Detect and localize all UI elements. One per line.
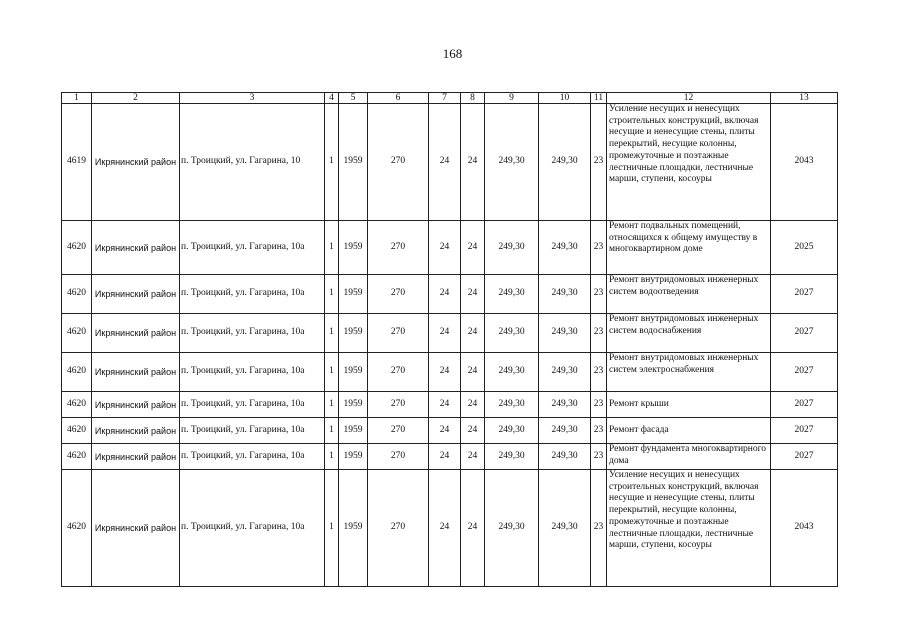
apartments: 24 <box>461 444 485 470</box>
district: Икрянинский район <box>92 353 180 392</box>
cost-a: 249,30 <box>485 470 539 587</box>
work-type <box>607 221 771 275</box>
apartments: 24 <box>461 221 485 275</box>
apartments: 24 <box>461 418 485 444</box>
column-header: 7 <box>429 93 461 104</box>
column-header: 9 <box>485 93 539 104</box>
year-built: 1959 <box>339 353 368 392</box>
address: п. Троицкий, ул. Гагарина, 10а <box>180 470 325 587</box>
work-type-text: Ремонт внутридомовых инженерных систем электроснабжения <box>609 353 759 375</box>
address: п. Троицкий, ул. Гагарина, 10а <box>180 275 325 314</box>
column-header: 13 <box>771 93 838 104</box>
apartments: 24 <box>461 470 485 587</box>
year-built: 1959 <box>339 418 368 444</box>
table-row <box>62 392 838 418</box>
residents: 24 <box>429 392 461 418</box>
cost-a: 249,30 <box>485 221 539 275</box>
col-11-value: 23 <box>591 221 607 275</box>
work-type <box>607 392 771 418</box>
address: п. Троицкий, ул. Гагарина, 10а <box>180 444 325 470</box>
cost-a: 249,30 <box>485 392 539 418</box>
page-number: 168 <box>442 46 463 61</box>
residents: 24 <box>429 104 461 221</box>
table-row <box>62 444 838 470</box>
address: п. Троицкий, ул. Гагарина, 10а <box>180 314 325 353</box>
year-built: 1959 <box>339 444 368 470</box>
work-type <box>607 418 771 444</box>
residents: 24 <box>429 418 461 444</box>
floors: 1 <box>325 314 339 353</box>
column-header: 8 <box>461 93 485 104</box>
deadline-year: 2027 <box>771 353 838 392</box>
address: п. Троицкий, ул. Гагарина, 10а <box>180 392 325 418</box>
cost-b: 249,30 <box>539 221 591 275</box>
area: 270 <box>368 392 429 418</box>
capital-repair-table <box>61 92 838 587</box>
district: Икрянинский район <box>92 392 180 418</box>
house-id: 4620 <box>62 275 92 314</box>
year-built: 1959 <box>339 275 368 314</box>
work-type <box>607 314 771 353</box>
column-header: 5 <box>339 93 368 104</box>
floors: 1 <box>325 221 339 275</box>
deadline-year: 2027 <box>771 275 838 314</box>
year-built: 1959 <box>339 392 368 418</box>
work-type <box>607 444 771 470</box>
house-id: 4620 <box>62 392 92 418</box>
deadline-year: 2043 <box>771 470 838 587</box>
col-11-value: 23 <box>591 275 607 314</box>
house-id: 4620 <box>62 221 92 275</box>
col-11-value: 23 <box>591 104 607 221</box>
residents: 24 <box>429 275 461 314</box>
column-header: 1 <box>62 93 92 104</box>
col-11-value: 23 <box>591 353 607 392</box>
deadline-year: 2027 <box>771 392 838 418</box>
house-id: 4619 <box>62 104 92 221</box>
district: Икрянинский район <box>92 470 180 587</box>
floors: 1 <box>325 275 339 314</box>
table-row <box>62 104 838 221</box>
work-type-text: Ремонт внутридомовых инженерных систем водоотведения <box>609 275 759 297</box>
district: Икрянинский район <box>92 275 180 314</box>
cost-b: 249,30 <box>539 470 591 587</box>
cost-a: 249,30 <box>485 275 539 314</box>
house-id: 4620 <box>62 418 92 444</box>
cost-b: 249,30 <box>539 275 591 314</box>
work-type <box>607 353 771 392</box>
table-row <box>62 221 838 275</box>
column-header: 10 <box>539 93 591 104</box>
area: 270 <box>368 444 429 470</box>
floors: 1 <box>325 418 339 444</box>
year-built: 1959 <box>339 221 368 275</box>
column-header: 12 <box>607 93 771 104</box>
work-type-text: Ремонт крыши <box>609 398 669 409</box>
apartments: 24 <box>461 392 485 418</box>
house-id: 4620 <box>62 353 92 392</box>
residents: 24 <box>429 353 461 392</box>
address: п. Троицкий, ул. Гагарина, 10а <box>180 221 325 275</box>
col-11-value: 23 <box>591 418 607 444</box>
house-id: 4620 <box>62 314 92 353</box>
col-11-value: 23 <box>591 314 607 353</box>
work-type <box>607 470 771 587</box>
cost-a: 249,30 <box>485 353 539 392</box>
cost-a: 249,30 <box>485 314 539 353</box>
work-type-text: Ремонт фасада <box>609 424 669 435</box>
area: 270 <box>368 418 429 444</box>
column-header: 4 <box>325 93 339 104</box>
area: 270 <box>368 470 429 587</box>
cost-a: 249,30 <box>485 104 539 221</box>
residents: 24 <box>429 444 461 470</box>
table-row <box>62 353 838 392</box>
deadline-year: 2027 <box>771 314 838 353</box>
cost-a: 249,30 <box>485 444 539 470</box>
floors: 1 <box>325 392 339 418</box>
column-header: 6 <box>368 93 429 104</box>
residents: 24 <box>429 470 461 587</box>
work-type <box>607 275 771 314</box>
table-row <box>62 314 838 353</box>
floors: 1 <box>325 470 339 587</box>
area: 270 <box>368 104 429 221</box>
table-row <box>62 418 838 444</box>
area: 270 <box>368 353 429 392</box>
year-built: 1959 <box>339 104 368 221</box>
year-built: 1959 <box>339 314 368 353</box>
column-header: 3 <box>180 93 325 104</box>
work-type-text: Усиление несущих и ненесущих строительных конструкций, включая несущие и ненесущие стены, плиты перекрытий, несущие колонны, промежуточные и поэтажные лестничные площадки, лестничные марши, ступени, косоуры <box>609 470 759 551</box>
floors: 1 <box>325 104 339 221</box>
cost-a: 249,30 <box>485 418 539 444</box>
year-built: 1959 <box>339 470 368 587</box>
cost-b: 249,30 <box>539 104 591 221</box>
table-header-row <box>62 93 838 104</box>
apartments: 24 <box>461 104 485 221</box>
address: п. Троицкий, ул. Гагарина, 10 <box>180 104 325 221</box>
area: 270 <box>368 314 429 353</box>
cost-b: 249,30 <box>539 353 591 392</box>
district: Икрянинский район <box>92 418 180 444</box>
table-row <box>62 275 838 314</box>
column-header: 2 <box>92 93 180 104</box>
address: п. Троицкий, ул. Гагарина, 10а <box>180 418 325 444</box>
work-type-text: Ремонт внутридомовых инженерных систем водоснабжения <box>609 314 759 336</box>
floors: 1 <box>325 353 339 392</box>
cost-b: 249,30 <box>539 314 591 353</box>
cost-b: 249,30 <box>539 418 591 444</box>
work-type-text: Усиление несущих и ненесущих строительных конструкций, включая несущие и ненесущие стены, плиты перекрытий, несущие колонны, промежуточные и поэтажные лестничные площадки, лестничные марши, ступени, косоуры <box>609 104 759 185</box>
floors: 1 <box>325 444 339 470</box>
col-11-value: 23 <box>591 470 607 587</box>
residents: 24 <box>429 221 461 275</box>
deadline-year: 2027 <box>771 418 838 444</box>
deadline-year: 2025 <box>771 221 838 275</box>
deadline-year: 2043 <box>771 104 838 221</box>
district: Икрянинский район <box>92 314 180 353</box>
col-11-value: 23 <box>591 392 607 418</box>
work-type-text: Ремонт фундамента многоквартирного дома <box>609 444 767 466</box>
house-id: 4620 <box>62 470 92 587</box>
work-type-text: Ремонт подвальных помещений, относящихся к общему имуществу в многоквартирном доме <box>609 221 758 255</box>
district: Икрянинский район <box>92 104 180 221</box>
apartments: 24 <box>461 353 485 392</box>
column-header: 11 <box>591 93 607 104</box>
deadline-year: 2027 <box>771 444 838 470</box>
col-11-value: 23 <box>591 444 607 470</box>
area: 270 <box>368 275 429 314</box>
district: Икрянинский район <box>92 221 180 275</box>
area: 270 <box>368 221 429 275</box>
apartments: 24 <box>461 275 485 314</box>
table-row <box>62 470 838 587</box>
residents: 24 <box>429 314 461 353</box>
district: Икрянинский район <box>92 444 180 470</box>
cost-b: 249,30 <box>539 392 591 418</box>
work-type <box>607 104 771 221</box>
apartments: 24 <box>461 314 485 353</box>
cost-b: 249,30 <box>539 444 591 470</box>
house-id: 4620 <box>62 444 92 470</box>
address: п. Троицкий, ул. Гагарина, 10а <box>180 353 325 392</box>
